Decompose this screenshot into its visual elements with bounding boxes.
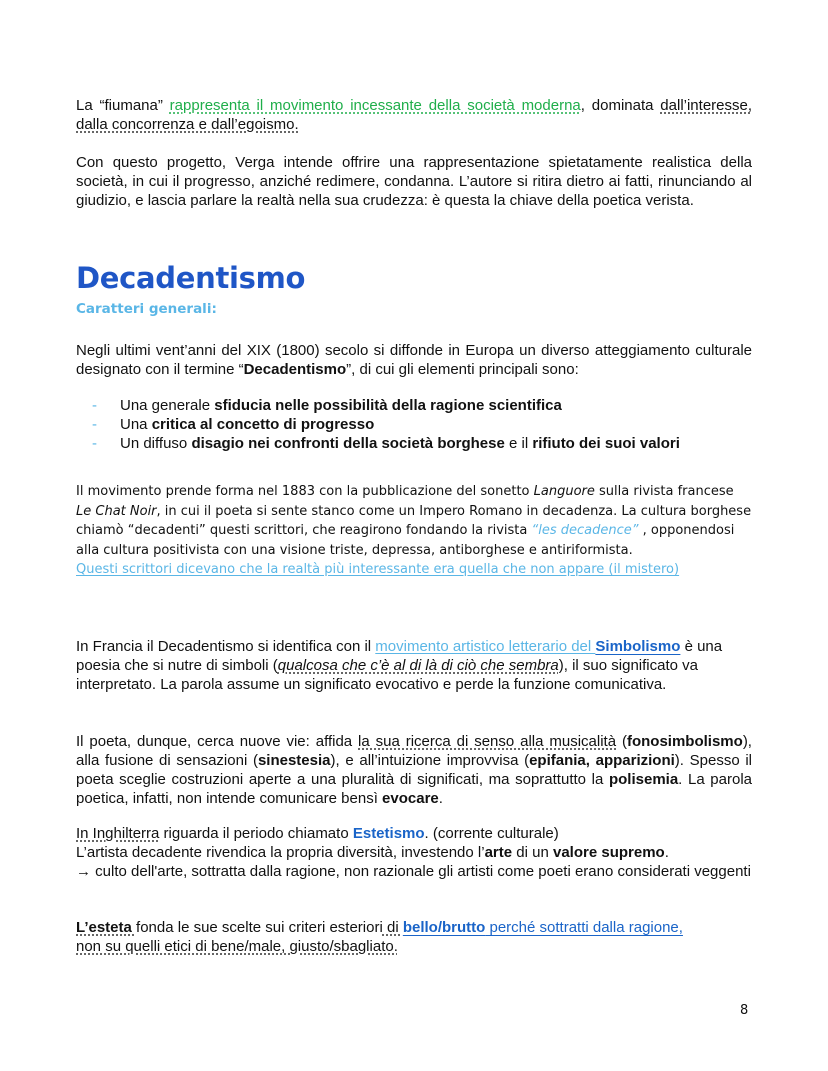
- list-item: [76, 396, 752, 415]
- text: L’artista decadente rivendica la propria diversità, investendo l’: [76, 844, 485, 861]
- text: è una poesia che si nutre di simboli (: [76, 638, 723, 674]
- paragraph-estetismo: [76, 824, 752, 881]
- bullet-dash: -: [92, 397, 97, 414]
- text: di un: [512, 844, 553, 861]
- text: . La parola poetica, infatti, non intende comunicare bensì: [76, 771, 752, 807]
- bold-term: evocare: [382, 790, 439, 807]
- bold-term: critica al concetto di progresso: [151, 416, 375, 433]
- text: . (corrente culturale): [424, 825, 559, 842]
- italic-title: Le Chat Noir: [76, 503, 157, 519]
- text: ), e all’intuizione improvvisa (: [330, 752, 530, 769]
- estetismo-term: Estetismo: [352, 825, 425, 842]
- simbolismo-term[interactable]: Simbolismo: [595, 638, 681, 655]
- text: ), alla fusione di sensazioni (: [76, 733, 752, 769]
- bullet-dash: -: [92, 435, 97, 452]
- paragraph-poeta: [76, 732, 752, 808]
- underlined-phrase: qualcosa che c’è al di là di ciò che sembra: [277, 657, 559, 674]
- text: → culto dell'arte, sottratta dalla ragione, non razionale gli artisti come poeti erano considerati veggenti: [76, 863, 751, 880]
- text: sulla rivista francese: [594, 484, 734, 499]
- text: Una: [120, 416, 152, 433]
- paragraph-esteta: [76, 918, 752, 956]
- text: Il poeta, dunque, cerca nuove vie: affida: [76, 733, 359, 750]
- bold-term: polisemia: [608, 771, 679, 788]
- paragraph-simbolismo: [76, 637, 752, 694]
- paragraph-verga: Con questo progetto, Verga intende offrire una rappresentazione spietatamente realistica della società, in cui il progresso, anziché redimere, condanna. L’autore si ritira dietro ai fatti, rinunciando al giudizio, e lascia parlare la realtà nella sua crudezza: è questa la chiave della poetica verista.: [76, 154, 752, 209]
- list-item: [76, 434, 752, 453]
- text: (: [616, 733, 627, 750]
- paragraph-fiumana: [76, 96, 752, 134]
- text: fonda le sue scelte sui criteri esteriori: [136, 919, 383, 936]
- text: In Francia il Decadentismo si identifica con il: [76, 638, 376, 655]
- underlined-phrase: perché sottratti dalla ragione,: [485, 919, 683, 936]
- underlined-phrase: In Inghilterra: [76, 825, 160, 842]
- bullet-dash: -: [92, 416, 97, 433]
- text: Negli ultimi vent’anni del XIX (1800) secolo si diffonde in Europa un diverso atteggiamento culturale designato con il termine “: [76, 342, 752, 378]
- bold-term: arte: [484, 844, 513, 861]
- text: La “fiumana”: [76, 97, 170, 114]
- highlighted-phrase: rappresenta il movimento incessante della società moderna: [169, 97, 581, 114]
- paragraph-movement: [76, 482, 752, 580]
- paragraph-intro: [76, 341, 752, 379]
- text: Il movimento prende forma nel 1883 con la pubblicazione del sonetto: [76, 484, 534, 499]
- bullet-list: [76, 396, 752, 453]
- underlined-phrase: non su quelli etici di bene/male, giusto/sbagliato.: [76, 938, 398, 955]
- text: .: [664, 844, 669, 861]
- simbolismo-link[interactable]: movimento artistico letterario del: [375, 638, 596, 655]
- text: , opponendosi alla cultura positivista con una visione triste, depressa, antiborghese e antiriformista.: [76, 523, 735, 558]
- page-number: 8: [740, 1003, 749, 1018]
- text: e il: [504, 435, 533, 452]
- section-subheading: Caratteri generali:: [76, 301, 217, 317]
- underlined-phrase: di: [382, 919, 403, 936]
- bold-term: sfiducia nelle possibilità della ragione scientifica: [214, 397, 562, 414]
- italic-title: Languore: [533, 484, 595, 499]
- text: , dominata: [580, 97, 661, 114]
- highlighted-sentence[interactable]: Questi scrittori dicevano che la realtà più interessante era quella che non appare (il mistero): [76, 562, 680, 577]
- bold-term: fonosimbolismo: [626, 733, 743, 750]
- text: ). Spesso il poeta sceglie costruzioni aperte a una pluralità di significati, ma soprattutto la: [76, 752, 752, 788]
- bold-term: sinestesia: [257, 752, 331, 769]
- bold-term: disagio nei confronti della società borghese: [191, 435, 505, 452]
- underlined-phrase: dall’interesse, dalla concorrenza e dall’egoismo.: [76, 97, 753, 133]
- section-heading: Decadentismo: [76, 261, 306, 295]
- text: Un diffuso: [120, 435, 192, 452]
- text: riguarda il periodo chiamato: [159, 825, 353, 842]
- list-item: [76, 415, 752, 434]
- bold-term: rifiuto dei suoi valori: [532, 435, 680, 452]
- bold-term: Decadentismo: [243, 361, 347, 378]
- bello-brutto-term: bello/brutto: [402, 919, 486, 936]
- text: Una generale: [120, 397, 215, 414]
- underlined-phrase: la sua ricerca di senso alla musicalità: [358, 733, 617, 750]
- text: ), il suo significato va interpretato. La parola assume un significato evocativo e perde la funzione comunicativa.: [76, 657, 698, 693]
- bold-term: valore supremo: [552, 844, 665, 861]
- bold-term: epifania, apparizioni: [529, 752, 675, 769]
- text: , in cui il poeta si sente stanco come un Impero Romano in decadenza. La cultura borghese chiamò “decadenti” questi scrittori, che reagirono fondando la rivista: [76, 503, 752, 538]
- text: ”, di cui gli elementi principali sono:: [346, 361, 579, 378]
- text: .: [438, 790, 443, 807]
- bold-term: L’esteta: [76, 919, 137, 936]
- journal-name: “les decadence”: [531, 523, 639, 538]
